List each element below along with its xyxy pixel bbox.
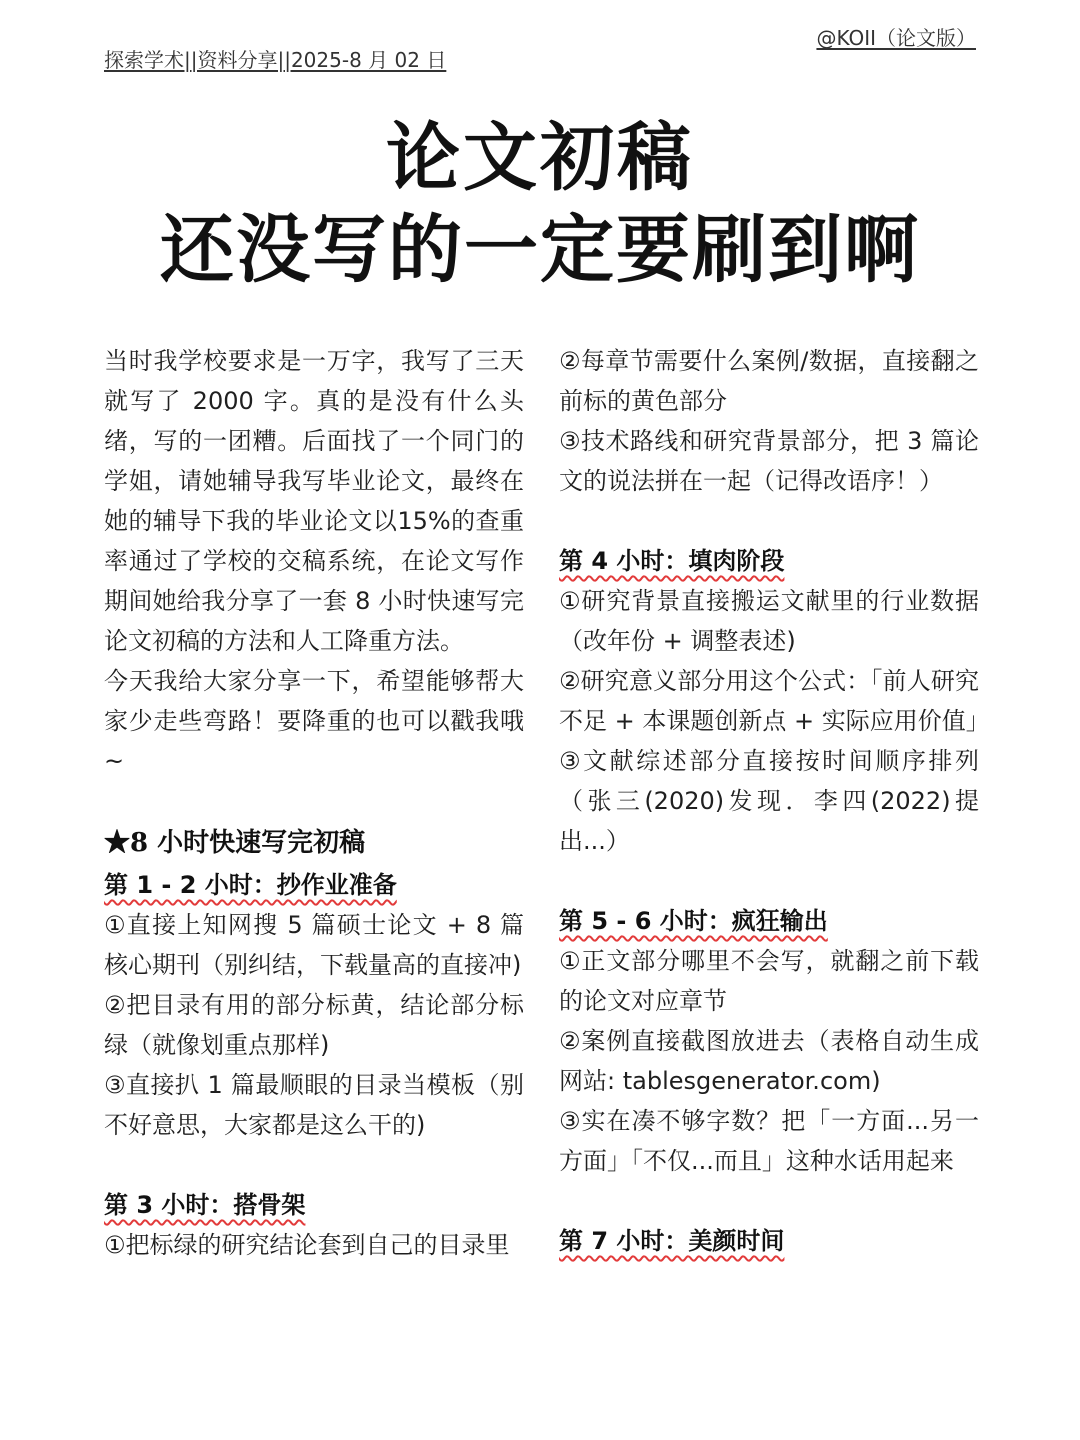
spacer xyxy=(559,861,979,901)
hour-1-2-heading xyxy=(104,865,524,905)
list-item: ②每章节需要什么案例/数据，直接翻之前标的黄色部分 xyxy=(559,347,979,415)
intro-paragraph-1: 当时我学校要求是一万字，我写了三天就写了 2000 字。真的是没有什么头绪，写的一团糟。后面找了一个同门的学姐，请她辅导我写毕业论文，最终在她的辅导下我的毕业论文以15%的查重率通过了学校的交稿系统，在论文写作期间她给我分享了一套 8 小时快速写完论文初稿的方法和人工降重方法。 xyxy=(104,347,524,655)
spacer xyxy=(559,1181,979,1221)
hour-5-6-heading xyxy=(559,901,979,941)
page-title xyxy=(0,112,1080,296)
hour-4-heading xyxy=(559,541,979,581)
list-item: ①直接上知网搜 5 篇硕士论文 + 8 篇核心期刊（别纠结，下载量高的直接冲) xyxy=(104,911,524,979)
hour-7-heading-text: 第 7 小时：美颜时间 xyxy=(559,1227,785,1255)
title-line-1: 论文初稿 xyxy=(386,115,694,201)
hour-3-heading xyxy=(104,1185,524,1225)
list-item: ①研究背景直接搬运文献里的行业数据（改年份 + 调整表述) xyxy=(559,587,979,655)
spacer xyxy=(559,501,979,541)
list-item: ③文献综述部分直接按时间顺序排列（张三(2020)发现．李四(2022)提出...） xyxy=(559,747,979,855)
spacer xyxy=(104,1145,524,1185)
hour-1-2-heading-text: 第 1 - 2 小时：抄作业准备 xyxy=(104,871,397,899)
hour-3-heading-text: 第 3 小时：搭骨架 xyxy=(104,1191,306,1219)
intro-paragraph-2: 今天我给大家分享一下，希望能够帮大家少走些弯路！要降重的也可以戳我哦~ xyxy=(104,667,524,775)
header-right-author: @KOII（论文版） xyxy=(816,26,976,50)
list-item: ①正文部分哪里不会写，就翻之前下载的论文对应章节 xyxy=(559,947,979,1015)
hour-5-6-heading-text: 第 5 - 6 小时：疯狂输出 xyxy=(559,907,828,935)
list-item: ③实在凑不够字数？把「一方面...另一方面」「不仅...而且」这种水话用起来 xyxy=(559,1107,979,1175)
list-item: ②研究意义部分用这个公式：「前人研究不足 + 本课题创新点 + 实际应用价值」 xyxy=(559,667,990,735)
spacer xyxy=(104,781,524,821)
section-title: ★8 小时快速写完初稿 xyxy=(104,828,366,858)
hour-7-heading xyxy=(559,1221,979,1261)
list-item: ①把标绿的研究结论套到自己的目录里 xyxy=(104,1231,510,1259)
list-item: ③直接扒 1 篇最顺眼的目录当模板（别不好意思，大家都是这么干的) xyxy=(104,1071,524,1139)
hour-4-heading-text: 第 4 小时：填肉阶段 xyxy=(559,547,785,575)
header-left-tag: 探索学术||资料分享||2025-8 月 02 日 xyxy=(104,48,447,72)
list-item: ②案例直接截图放进去（表格自动生成网站: tablesgenerator.com) xyxy=(559,1027,979,1095)
list-item: ③技术路线和研究背景部分，把 3 篇论文的说法拼在一起（记得改语序！） xyxy=(559,427,979,495)
left-column xyxy=(104,341,524,1265)
list-item: ②把目录有用的部分标黄，结论部分标绿（就像划重点那样) xyxy=(104,991,524,1059)
right-column xyxy=(559,341,990,1261)
title-line-2: 还没写的一定要刷到啊 xyxy=(160,207,920,293)
